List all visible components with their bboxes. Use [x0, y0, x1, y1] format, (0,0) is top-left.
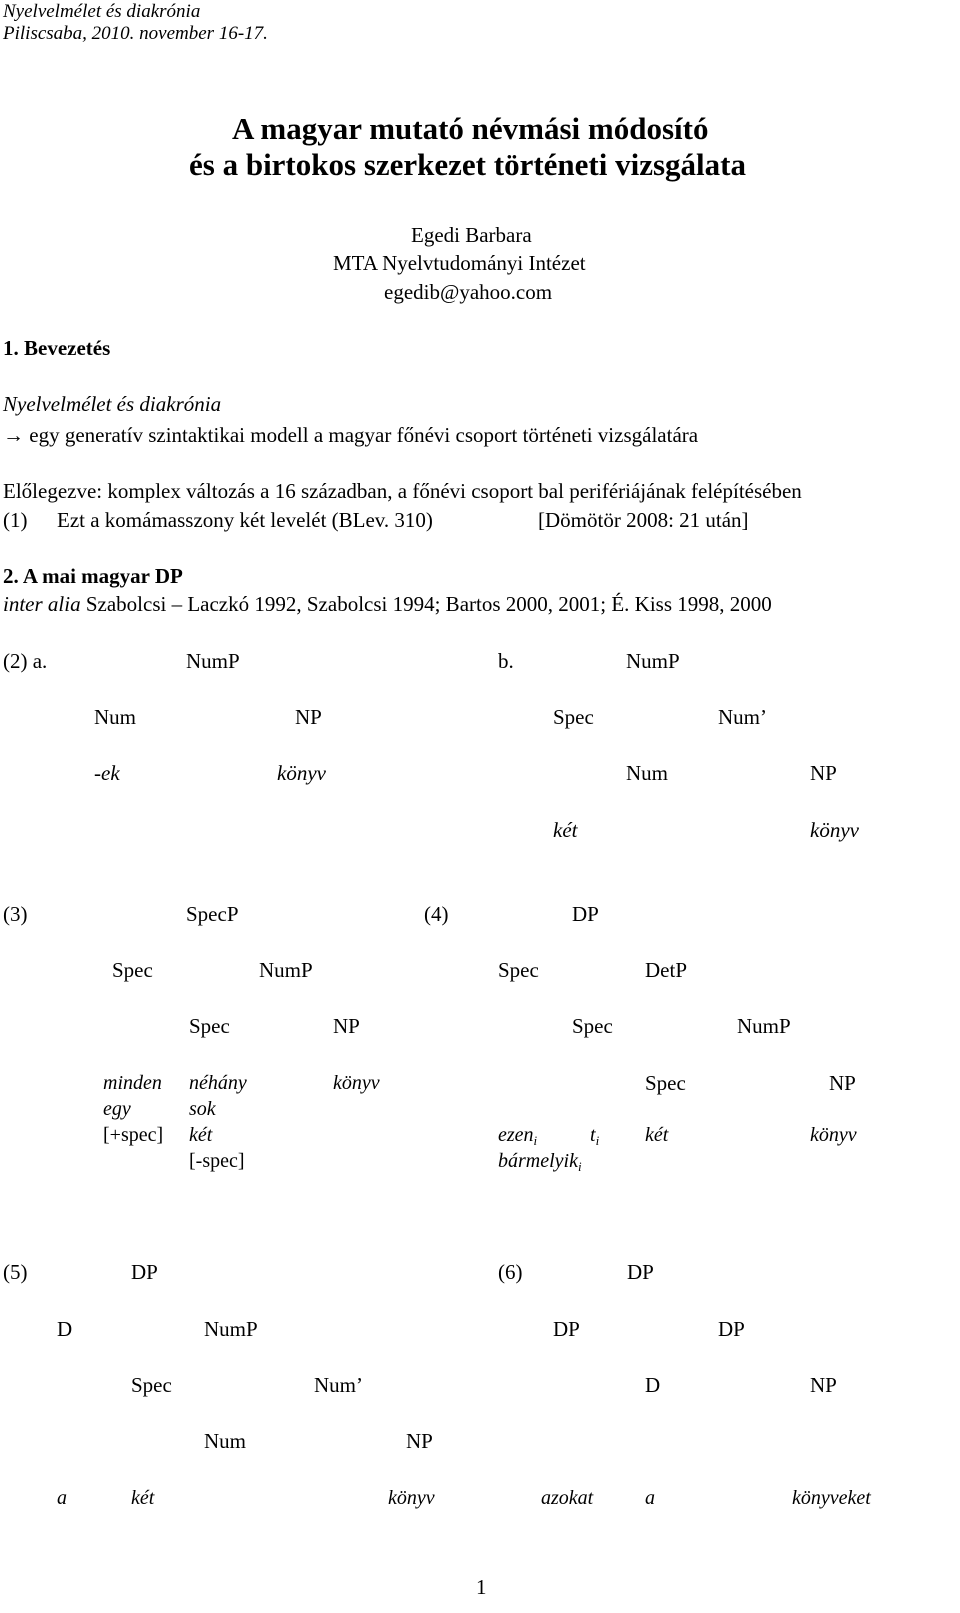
- tree-node: DetP: [645, 958, 687, 982]
- tree-node: DP: [131, 1260, 158, 1284]
- tree-node: DP: [553, 1317, 580, 1341]
- example-5-label: (5): [3, 1260, 28, 1284]
- title-line-2: és a birtokos szerkezet történeti vizsgálata: [189, 147, 746, 182]
- tree-node: Spec: [112, 958, 153, 982]
- example-1-reference: [Dömötör 2008: 21 után]: [538, 508, 749, 532]
- tree-node: Num’: [314, 1373, 363, 1397]
- tree-node: NumP: [204, 1317, 258, 1341]
- example-3-label: (3): [3, 902, 28, 926]
- tree-leaf: könyv: [810, 1124, 857, 1146]
- index-subscript: i: [595, 1133, 600, 1148]
- tree-leaf: a: [645, 1487, 655, 1509]
- tree-leaf: könyv: [810, 818, 859, 842]
- tree-node: NumP: [737, 1014, 791, 1038]
- inter-alia: inter alia: [3, 592, 81, 616]
- tree-leaf: könyv: [388, 1487, 435, 1509]
- trace: [590, 1124, 600, 1148]
- tree-node: Num: [204, 1429, 246, 1453]
- author-email: egedib@yahoo.com: [384, 280, 553, 304]
- tree-leaf: könyv: [333, 1072, 380, 1094]
- tree-node: Spec: [131, 1373, 172, 1397]
- tree-leaf: [498, 1124, 538, 1148]
- tree-leaf: a: [57, 1487, 67, 1509]
- example-2b-label: b.: [498, 649, 514, 673]
- tree-node: NP: [406, 1429, 433, 1453]
- index-subscript: i: [577, 1159, 582, 1174]
- trace-letter: t: [590, 1124, 596, 1146]
- tree-node: DP: [627, 1260, 654, 1284]
- section1-arrow-text: egy generatív szintaktikai modell a magyar főnévi csoport történeti vizsgálatára: [24, 423, 699, 447]
- tree-leaf: két: [645, 1124, 669, 1146]
- ezen-word: ezen: [498, 1124, 534, 1146]
- tree-node: NumP: [186, 649, 240, 673]
- author-name: Egedi Barbara: [411, 223, 532, 247]
- tree-leaf: könyv: [277, 761, 326, 785]
- section1-preview: Előlegezve: komplex változás a 16 században, a főnévi csoport bal perifériájának felépítésében: [3, 479, 802, 503]
- tree-leaf: -ek: [94, 761, 120, 785]
- title-line-1: A magyar mutató névmási módosító: [232, 111, 709, 146]
- tree-leaf: könyveket: [792, 1487, 871, 1509]
- tree-leaf: azokat: [541, 1487, 594, 1509]
- author-institute: MTA Nyelvtudományi Intézet: [333, 251, 586, 275]
- tree-node: Spec: [572, 1014, 613, 1038]
- tree-node: Spec: [498, 958, 539, 982]
- section1-arrow-line: [3, 425, 698, 446]
- references-list: Szabolcsi – Laczkó 1992, Szabolcsi 1994; Bartos 2000, 2001; É. Kiss 1998, 2000: [80, 592, 772, 616]
- right-arrow-icon: →: [3, 423, 24, 447]
- example-2a-label: (2) a.: [3, 649, 48, 673]
- tree-node: Spec: [189, 1014, 230, 1038]
- example-4-label: (4): [424, 902, 449, 926]
- tree-leaf: egy: [103, 1098, 131, 1120]
- tree-leaf: minden: [103, 1072, 162, 1094]
- page-number: 1: [476, 1575, 487, 1599]
- tree-leaf: két: [131, 1487, 155, 1509]
- barmelyik-word: bármelyik: [498, 1150, 578, 1172]
- tree-leaf: két: [553, 818, 578, 842]
- tree-node: D: [57, 1317, 73, 1341]
- tree-node: NP: [829, 1071, 856, 1095]
- feature-label: [-spec]: [189, 1150, 245, 1172]
- tree-node: NumP: [626, 649, 680, 673]
- section-heading-1: 1. Bevezetés: [3, 336, 111, 360]
- tree-node: NP: [333, 1014, 360, 1038]
- tree-node: Num’: [718, 705, 767, 729]
- tree-node: DP: [572, 902, 599, 926]
- section-heading-2: 2. A mai magyar DP: [3, 564, 183, 588]
- tree-node: Spec: [645, 1071, 686, 1095]
- example-1-text: Ezt a komámasszony két levelét (BLev. 310): [57, 508, 433, 532]
- tree-node: SpecP: [186, 902, 239, 926]
- tree-leaf: néhány: [189, 1072, 247, 1094]
- header-conference: Nyelvelmélet és diakrónia: [3, 1, 201, 22]
- tree-node: DP: [718, 1317, 745, 1341]
- tree-leaf: [498, 1150, 582, 1174]
- example-1-number: (1): [3, 508, 28, 532]
- example-6-label: (6): [498, 1260, 523, 1284]
- section1-subtitle: Nyelvelmélet és diakrónia: [3, 392, 222, 416]
- tree-node: Spec: [553, 705, 594, 729]
- tree-node: NP: [810, 761, 837, 785]
- tree-node: NP: [810, 1373, 837, 1397]
- header-date: Piliscsaba, 2010. november 16-17.: [3, 23, 268, 44]
- index-subscript: i: [533, 1133, 538, 1148]
- tree-leaf: két: [189, 1124, 213, 1146]
- tree-node: NP: [295, 705, 322, 729]
- tree-node: Num: [94, 705, 136, 729]
- tree-node: Num: [626, 761, 668, 785]
- tree-leaf: sok: [189, 1098, 216, 1120]
- tree-node: NumP: [259, 958, 313, 982]
- tree-node: D: [645, 1373, 661, 1397]
- feature-label: [+spec]: [103, 1124, 164, 1146]
- section2-references: [3, 594, 772, 615]
